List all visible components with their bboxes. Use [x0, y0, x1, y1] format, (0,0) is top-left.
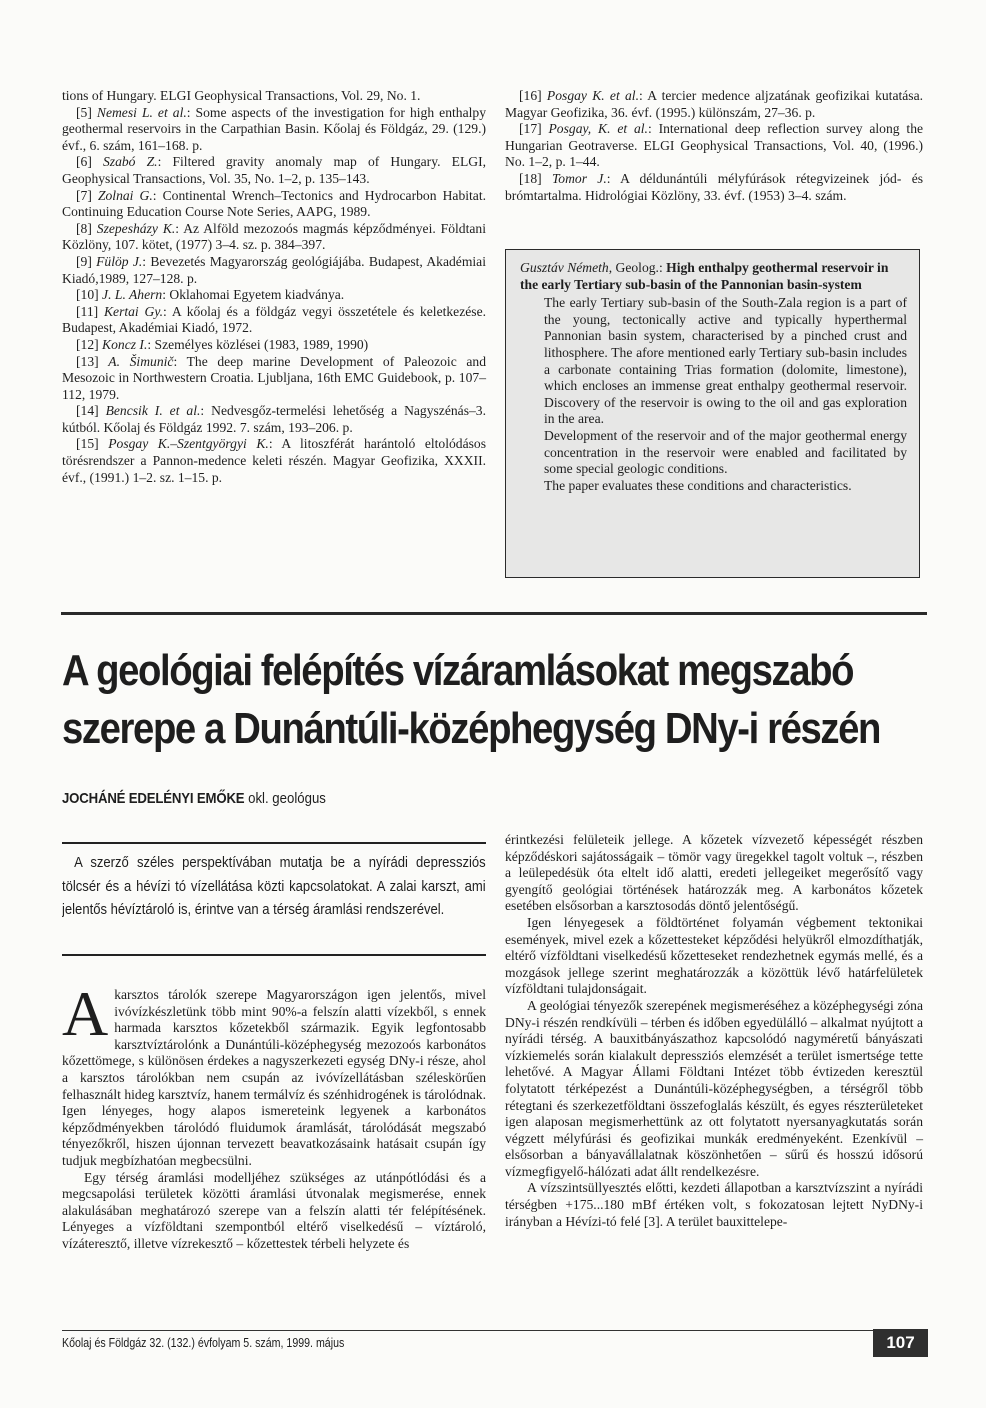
body-paragraph	[62, 978, 486, 1170]
reference-author: A. Šimunič	[108, 353, 174, 369]
body-paragraph: A vízszintsüllyesztés előtti, kezdeti állapotban a karsztvízszint a nyírádi térségben +175...180 mBf értéken volt, s fokozatosan lejtett NyDNy-i irányban a Hévízi-tó felé [3]. A terület bauxittelepe-	[505, 1180, 923, 1229]
reference-text: : Some aspects of the investigation for high enthalpy geothermal reservoirs in the Carpathian Basin. Kőolaj és Földgáz, 29. (129.) évf., 6. szám, 161–168. p.	[62, 104, 486, 153]
reference-item	[505, 88, 923, 121]
references-right-column	[505, 88, 923, 204]
reference-text: : A tercier medence aljzatának geofizikai kutatása. Magyar Geofizika, 36. évf. (1995.) különszám, 27–36. p.	[505, 88, 924, 120]
author-title: okl. geológus	[244, 790, 326, 807]
reference-author: Kertai Gy.	[103, 303, 164, 319]
reference-number: [14]	[76, 403, 106, 419]
reference-item	[62, 105, 486, 155]
reference-text: : A déldunántúli mélyfúrások rétegvizeinek jód- és brómtartalma. Hidrológiai Közlöny, 33. évf. (1953) 3–4. szám.	[505, 170, 924, 203]
references-left-column	[62, 88, 486, 486]
reference-item	[62, 436, 486, 486]
reference-number: [8]	[76, 220, 97, 236]
reference-item	[62, 304, 486, 337]
article-author	[62, 790, 326, 807]
english-abstract-box	[505, 249, 920, 578]
reference-number: [7]	[76, 187, 98, 203]
reference-text: : Oklahomai Egyetem kiadványa.	[162, 287, 345, 303]
article-title-line: szerepe a Dunántúli-középhegység DNy-i részén	[62, 704, 881, 753]
reference-item	[62, 254, 486, 287]
reference-number: [17]	[519, 121, 549, 137]
body-left-column	[62, 978, 486, 1253]
reference-text: : Filtered gravity anomaly map of Hungary. ELGI, Geophysical Transactions, Vol. 35, No. 1–2, p. 135–143.	[62, 154, 486, 186]
article-title-line: A geológiai felépítés vízáramlásokat megszabó	[62, 646, 854, 695]
reference-number: [16]	[519, 88, 547, 103]
lead-box	[62, 842, 486, 956]
reference-text: tions of Hungary. ELGI Geophysical Transactions, Vol. 29, No. 1.	[62, 88, 421, 103]
abstract-paragraph: The paper evaluates these conditions and characteristics.	[544, 477, 852, 493]
reference-text: : The deep marine Development of Paleozoic and Mesozoic in Northwestern Croatia. Ljubljana, 16th EMC Guidebook, p. 107–112, 1979.	[62, 353, 486, 402]
lead-text: A szerző széles perspektívában mutatja be a nyírádi depressziós tölcsér és a hévízi tó vízellátása közti kapcsolatokat. A zalai karszt, ami jelentős hévíztároló is, érintve van a térség áramlási rendszerével.	[62, 854, 486, 918]
reference-text: : International deep reflection survey along the Hungarian Geotraverse. ELGI Geophysical Transactions, Vol. 40, (1996.) No. 1–2, p. 1–44.	[505, 121, 924, 170]
reference-number: [13]	[76, 353, 109, 369]
body-paragraph: Igen lényegesek a földtörténet folyamán végbement tektonikai események, mivel ezek a kőzettesteket képződési helyükről elmozdíthatják, eltérő vízföldtani viselkedésű kőzetteseket rendezhetnek egymás mellé, és a mozgások jellege szerint meghatározzák a közöttük lévő határfelületek vízföldtani tulajdonságait.	[505, 914, 923, 997]
reference-author: J. L. Ahern	[102, 287, 163, 303]
reference-text: : Bevezetés Magyarország geológiájába. Budapest, Akadémiai Kiadó,1989, 127–128. p.	[62, 253, 486, 286]
reference-author: Zolnai G.	[97, 187, 153, 203]
reference-author: Koncz I.	[102, 336, 148, 352]
reference-number: [6]	[76, 154, 103, 170]
reference-number: [12]	[76, 336, 103, 352]
footer-divider	[62, 1330, 928, 1331]
reference-author: Tomor J.	[551, 170, 607, 186]
reference-text: : A kőolaj és a földgáz vegyi összetétele és keletkezése. Budapest, Akadémiai Kiadó, 1972.	[62, 303, 487, 336]
reference-number: [5]	[76, 104, 97, 120]
reference-author: Posgay K.–Szentgyörgyi K.	[108, 436, 269, 452]
abstract-paragraph: Development of the reservoir and of the major geothermal energy concentration in the reservoir were enabled and facilitated by some special geologic conditions.	[544, 427, 907, 477]
abstract-body	[520, 295, 907, 494]
reference-number: [15]	[76, 436, 109, 452]
body-paragraph: érintkezési felületeik jellege. A kőzetek vízvezető képességét részben képződéskori sajátosságaik – tömör vagy üregekkel tagolt voltuk –, részben a leülepedésük óta eltelt idő alatti, eredeti jellegeiket megerősítő vagy gyengítő geológiai történések határozzák meg. A karbonátos kőzetek esetében elsősorban a karsztosodás döntő jelentőségű.	[505, 832, 923, 914]
reference-item	[505, 171, 923, 204]
reference-author: Fülöp J.	[96, 253, 143, 269]
reference-number: [18]	[519, 170, 552, 186]
abstract-author-role: , Geolog.:	[608, 260, 667, 275]
reference-text: : Nedvesgőz-termelési lehetőség a Nagyszénás–3. kútból. Kőolaj és Földgáz 1992. 7. szám, 193–206. p.	[62, 403, 486, 435]
reference-item	[62, 287, 486, 304]
reference-text: : Az Alföld mezozoós magmás képződményei. Földtani Közlöny, 107. kötet, (1977) 3–4. sz. p. 384–397.	[62, 220, 486, 253]
reference-author: Posgay, K. et al.	[548, 121, 648, 137]
reference-item	[62, 188, 486, 221]
reference-text: : A litoszférát harántoló eltolódásos törésrendszer a Pannon-medence keleti részén. Magyar Geofizika, XXXII. évf., (1991.) 1–2. sz. 1–15. p.	[62, 436, 486, 485]
reference-author: Posgay K. et al.	[546, 88, 639, 103]
reference-author: Bencsik I. et al.	[105, 403, 201, 419]
reference-item	[62, 154, 486, 187]
abstract-author: Gusztáv Németh	[520, 260, 609, 275]
reference-number: [9]	[76, 253, 97, 269]
body-paragraph: Egy térség áramlási modelljéhez szükséges az utánpótlódási és a megcsapolási területek közötti áramlási útvonalak megismerése, ennek alakulásában meghatározó szerepe van a felszín alatti tér felépítésének. Lényeges a vízföldtani szempontból eltérő viselkedésű – víztároló, vízáteresztő, illetve vízrekesztő – kőzettestek térbeli helyzete és	[62, 1169, 486, 1251]
reference-text: : Continental Wrench–Tectonics and Hydrocarbon Habitat. Continuing Education Course Note Series, AAPG, 1989.	[62, 187, 486, 220]
reference-text: : Személyes közlései (1983, 1989, 1990)	[147, 336, 369, 352]
article-title	[62, 642, 881, 758]
reference-item	[62, 354, 486, 404]
reference-number: [11]	[76, 303, 104, 319]
reference-author: Szabó Z.	[102, 154, 158, 170]
body-right-column	[505, 832, 923, 1230]
reference-item	[505, 121, 923, 171]
body-paragraph-text: karsztos tárolók szerepe Magyarországon igen jelentős, mivel ivóvízkészletünk több mint 90%-a felszín alatti vízekből, s ennek harmada karsztos kőzetekből származik. Egyik legfontosabb karsztvíztárolónk a Dunántúli-középhegység mezozoós karbonátos kőzettömege, s különösen érdekes a nagyszerkezeti egység DNy-i része, ahol a karsztos tárolókban nem csupán az ivóvízellátásban széleskörűen felhasznált hideg karsztvíz, hanem termálvíz és szénhidrogének is tárolódnak. Igen lényeges, hogy alapos ismereteink legyenek a karbonátos képződményekben tárolódó fluidumok áramlását, tárolódását megszabó tényezőkről, hiszen újonnan tervezett beavatkozásaink hatásait csupán így tudjuk megbízhatóan megbecsülni.	[62, 987, 486, 1168]
reference-author: Szepesházy K.	[96, 220, 176, 236]
abstract-paragraph: The early Tertiary sub-basin of the South-Zala region is a part of the young, tectonically active and typically hyperthermal Pannonian basin system, characterised by a pinched crust and lithosphere. The afore mentioned early Tertiary sub-basin includes a carbonate containing Trias formation (dolomite, limestone), which encloses an immense great enthalpy geothermal reservoir. Discovery of the reservoir is owing to the oil and gas exploration in the area.	[544, 295, 907, 427]
reference-item	[62, 221, 486, 254]
section-divider	[61, 612, 927, 615]
journal-footer: Kőolaj és Földgáz 32. (132.) évfolyam 5. szám, 1999. május	[62, 1336, 345, 1350]
reference-item	[62, 337, 486, 354]
reference-item	[62, 403, 486, 436]
reference-author: Nemesi L. et al.	[96, 104, 187, 120]
drop-cap: A	[62, 978, 109, 1049]
abstract-title: High enthalpy geothermal reservoir in the early Tertiary sub-basin of the Pannonian basin-system	[520, 260, 889, 292]
reference-number: [10]	[76, 287, 103, 303]
reference-item	[62, 88, 486, 105]
body-paragraph: A geológiai tényezők szerepének megismeréséhez a középhegységi zóna DNy-i részén rendkívüli – térben és időben egyedülálló – alkalmat nyújtott a nyírádi térség. A bauxitbányászathoz kapcsolódó nagyméretű bányászati vízkiemelés során kialakult depressziós elemzését a terület ismertsége tette lehetővé. A Magyar Állami Földtani Intézet több évtizeden keresztül folytatott térképezést a Dunántúli-középhegységben, a térségről több rétegtani és szerkezetföldtani összefoglalás készült, és egyes részterületeket igen alaposan megismerhettünk az ott folytatott nyersanyagkutatás során végzett mélyfúrási és geofizikai munkák eredményeként. Ezenkívül – elsősorban a bányavállalatnak köszönhetően – sűrű és hosszú idősorú vízmegfigyelő-hálózati adat állt rendelkezésre.	[505, 997, 923, 1179]
abstract-heading	[520, 260, 907, 293]
page-number: 107	[873, 1329, 928, 1357]
author-name: JOCHÁNÉ EDELÉNYI EMŐKE	[62, 790, 245, 807]
